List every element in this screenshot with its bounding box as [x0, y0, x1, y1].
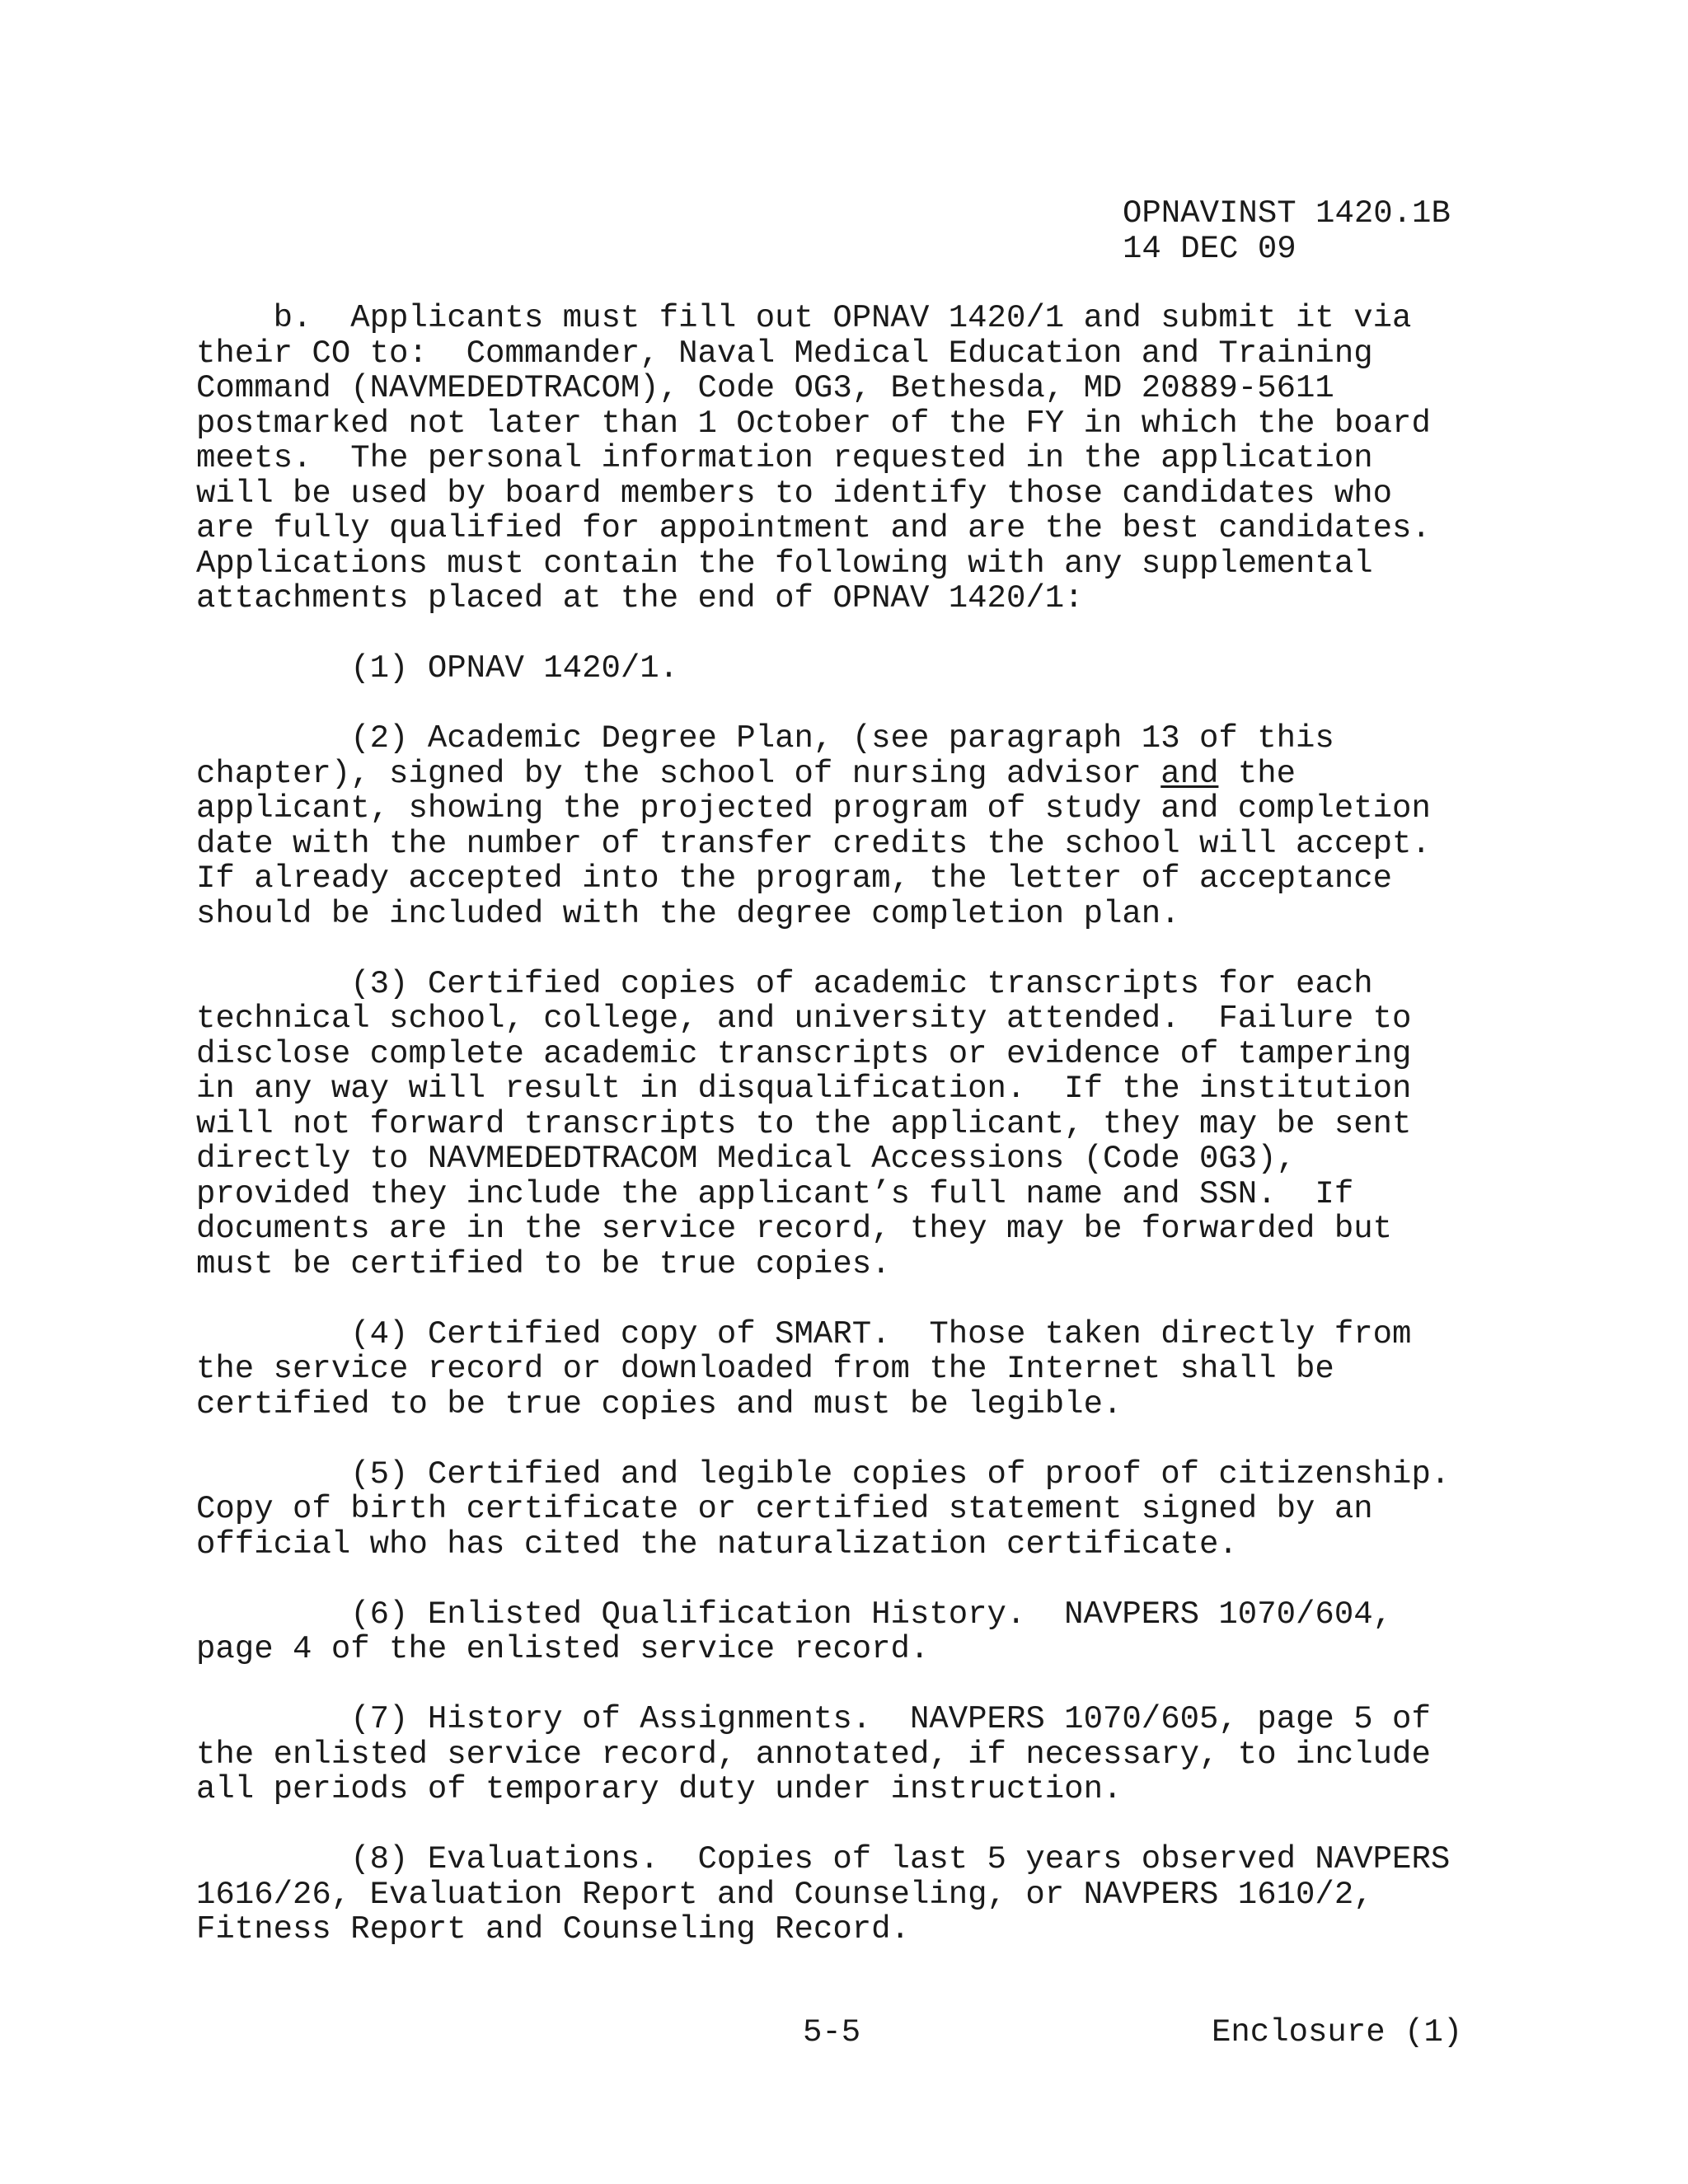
text-line: the enlisted service record, annotated, if necessary, to include	[196, 1736, 1431, 1773]
paragraph-5	[196, 1457, 1482, 1563]
text-line: attachments placed at the end of OPNAV 1420/1:	[196, 580, 1084, 616]
text-line: date with the number of transfer credits the school will accept.	[196, 825, 1431, 862]
page-number: 5-5	[803, 2014, 861, 2050]
text-segment: chapter), signed by the school of nursing advisor	[196, 755, 1161, 792]
text-line: the service record or downloaded from the Internet shall be	[196, 1351, 1334, 1387]
text-line: provided they include the applicant’s full name and SSN. If	[196, 1175, 1354, 1212]
text-line: (6) Enlisted Qualification History. NAVPERS 1070/604,	[196, 1596, 1393, 1633]
text-line: meets. The personal information requested in the application	[196, 440, 1373, 476]
text-line: disclose complete academic transcripts or evidence of tampering	[196, 1035, 1412, 1072]
text-line: (4) Certified copy of SMART. Those taken directly from	[196, 1315, 1412, 1352]
text-line: all periods of temporary duty under instruction.	[196, 1771, 1123, 1807]
text-line: will not forward transcripts to the applicant, they may be sent	[196, 1105, 1412, 1142]
text-line: (7) History of Assignments. NAVPERS 1070/605, page 5 of	[196, 1701, 1431, 1737]
text-line: (8) Evaluations. Copies of last 5 years observed NAVPERS	[196, 1841, 1451, 1877]
text-line: in any way will result in disqualification. If the institution	[196, 1071, 1412, 1107]
text-line: (1) OPNAV 1420/1.	[196, 650, 679, 687]
text-line: page 4 of the enlisted service record.	[196, 1631, 930, 1667]
underlined-and: and	[1160, 755, 1219, 792]
text-line: (3) Certified copies of academic transcripts for each	[196, 965, 1373, 1002]
text-line: will be used by board members to identify those candidates who	[196, 475, 1393, 512]
paragraph-4	[196, 1317, 1482, 1422]
text-line: should be included with the degree completion plan.	[196, 895, 1180, 932]
paragraph-6	[196, 1597, 1482, 1667]
text-line: Applications must contain the following with any supplemental	[196, 545, 1373, 582]
document-body	[196, 301, 1482, 1982]
text-line: technical school, college, and university attended. Failure to	[196, 1001, 1412, 1037]
text-line: Command (NAVMEDEDTRACOM), Code OG3, Bethesda, MD 20889-5611	[196, 370, 1334, 406]
text-line: b. Applicants must fill out OPNAV 1420/1 and submit it via	[196, 300, 1412, 336]
paragraph-b	[196, 301, 1482, 616]
text-line: their CO to: Commander, Naval Medical Education and Training	[196, 335, 1373, 372]
text-line	[196, 757, 1482, 792]
document-header	[1123, 196, 1451, 266]
text-line: If already accepted into the program, the letter of acceptance	[196, 860, 1393, 897]
text-line: Copy of birth certificate or certified statement signed by an	[196, 1491, 1373, 1527]
text-line: 1616/26, Evaluation Report and Counseling, or NAVPERS 1610/2,	[196, 1876, 1373, 1913]
text-line: Fitness Report and Counseling Record.	[196, 1911, 910, 1947]
paragraph-8	[196, 1842, 1482, 1947]
text-line: official who has cited the naturalization certificate.	[196, 1526, 1238, 1563]
instruction-date: 14 DEC 09	[1123, 230, 1296, 267]
text-segment: the	[1218, 755, 1296, 792]
paragraph-2	[196, 721, 1482, 931]
text-line: documents are in the service record, they may be forwarded but	[196, 1211, 1393, 1247]
paragraph-1	[196, 651, 1482, 687]
text-line: (2) Academic Degree Plan, (see paragraph 13 of this	[196, 720, 1334, 757]
paragraph-3	[196, 967, 1482, 1282]
text-line: postmarked not later than 1 October of the FY in which the board	[196, 405, 1431, 442]
enclosure-label: Enclosure (1)	[1212, 2014, 1463, 2050]
paragraph-7	[196, 1702, 1482, 1807]
text-line: applicant, showing the projected program of study and completion	[196, 790, 1431, 827]
instruction-number: OPNAVINST 1420.1B	[1123, 195, 1451, 232]
text-line: (5) Certified and legible copies of proof of citizenship.	[196, 1455, 1451, 1493]
text-line: must be certified to be true copies.	[196, 1245, 891, 1282]
text-line: are fully qualified for appointment and are the best candidates.	[196, 510, 1431, 546]
text-line: certified to be true copies and must be legible.	[196, 1385, 1123, 1422]
text-line: directly to NAVMEDEDTRACOM Medical Accessions (Code 0G3),	[196, 1141, 1296, 1177]
